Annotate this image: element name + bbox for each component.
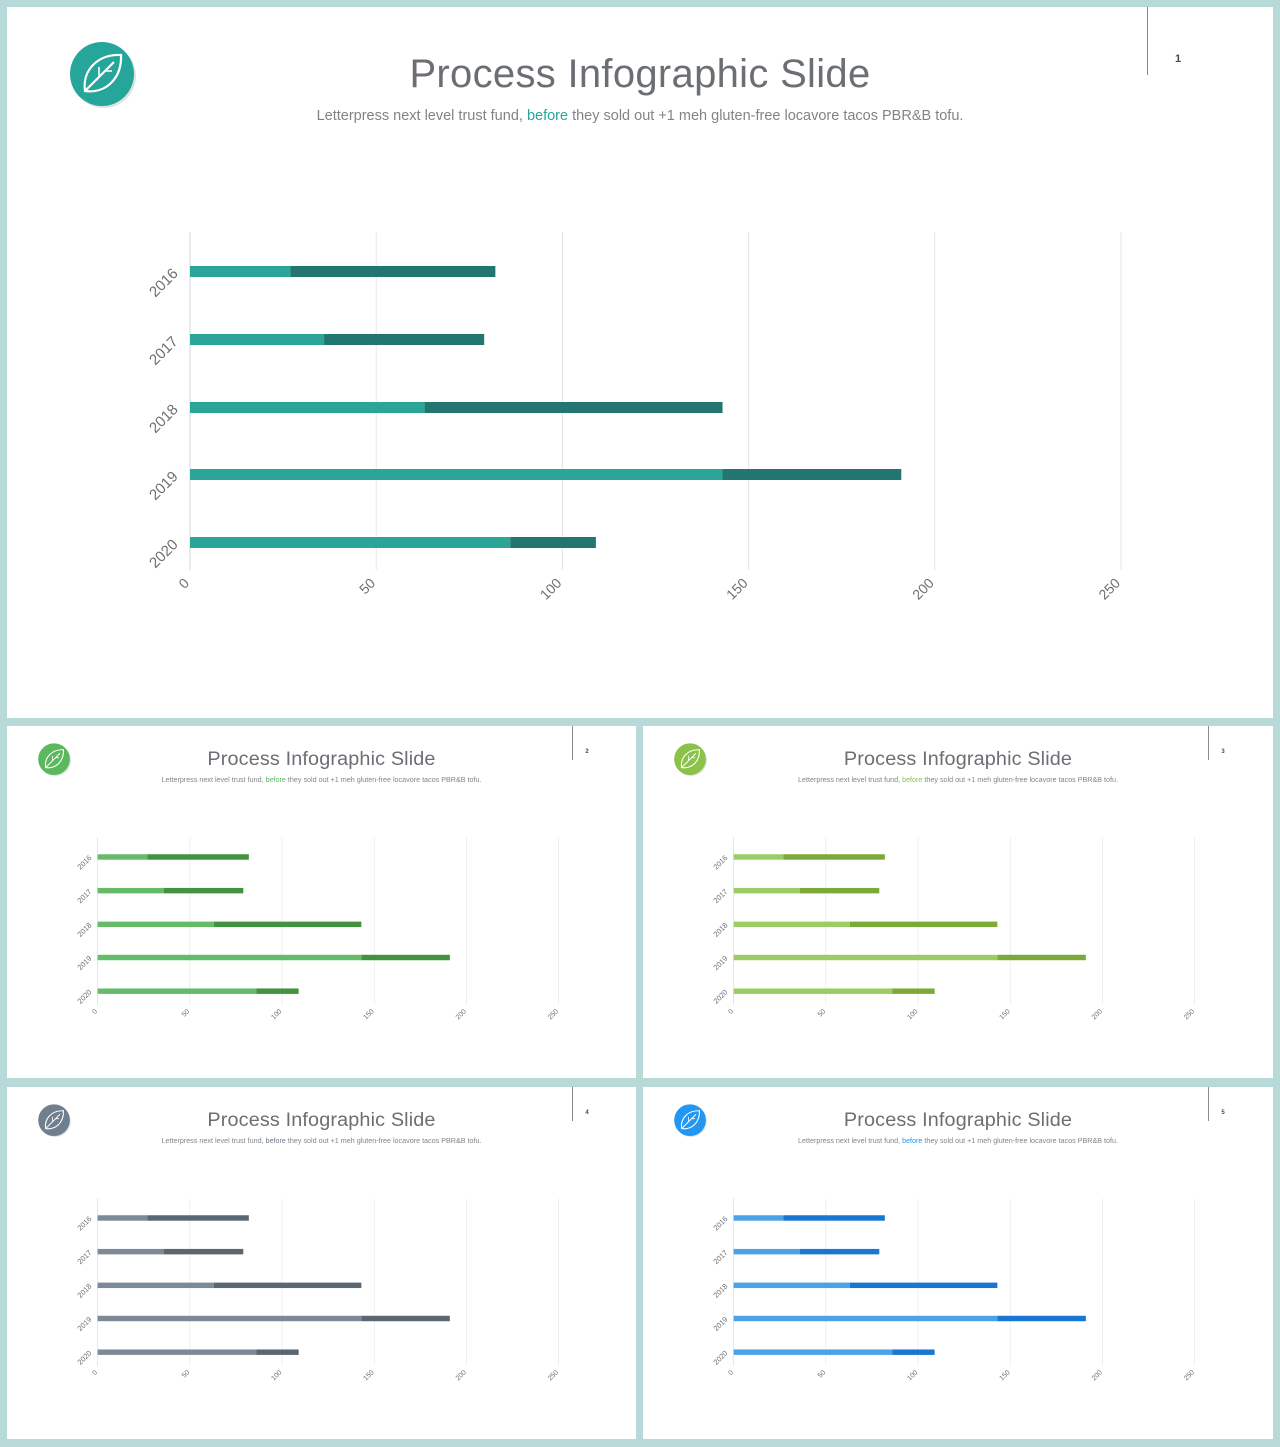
page-divider: [572, 726, 573, 760]
x-tick-label: 0: [727, 1369, 736, 1377]
subtitle-text-start: Letterpress next level trust fund,: [798, 776, 903, 784]
bar-segment-2017-1: [98, 888, 164, 893]
bar-segment-2017-1: [190, 334, 324, 345]
y-category-label: 2017: [711, 887, 730, 906]
slide-3[interactable]: [643, 726, 1273, 1078]
page-number: 4: [585, 1109, 589, 1116]
bar-segment-2017-2: [800, 1249, 879, 1254]
y-category-label: 2019: [711, 953, 730, 972]
y-category-label: 2018: [711, 1281, 730, 1300]
bar-segment-2019-2: [997, 955, 1086, 960]
y-category-label: 2017: [75, 1248, 94, 1267]
bar-segment-2019-2: [997, 1316, 1086, 1321]
y-category-label: 2018: [711, 920, 730, 939]
slide-title: Process Infographic Slide: [843, 1109, 1073, 1132]
x-tick-label: 50: [180, 1008, 192, 1019]
x-tick-label: 250: [1095, 574, 1124, 603]
x-tick-label: 0: [91, 1008, 100, 1016]
x-tick-label: 150: [998, 1008, 1012, 1022]
x-tick-label: 200: [1090, 1008, 1104, 1022]
bar-segment-2019-1: [190, 469, 723, 480]
x-tick-label: 150: [998, 1369, 1012, 1383]
slide-4[interactable]: [7, 1087, 636, 1439]
x-tick-label: 200: [1090, 1369, 1104, 1383]
y-category-label: 2018: [75, 1281, 94, 1300]
bar-segment-2016-2: [147, 1215, 248, 1220]
y-category-label: 2020: [146, 536, 182, 572]
y-category-label: 2020: [711, 1348, 730, 1367]
y-category-label: 2017: [146, 333, 182, 369]
slide-title: Process Infographic Slide: [409, 52, 871, 96]
bar-segment-2020-2: [256, 988, 298, 993]
bar-segment-2016-1: [734, 1215, 784, 1220]
slide-title: Process Infographic Slide: [207, 748, 436, 771]
bar-segment-2016-1: [734, 854, 784, 859]
x-tick-label: 100: [536, 574, 565, 603]
x-tick-label: 50: [180, 1369, 192, 1380]
slide-2[interactable]: [7, 726, 636, 1078]
bar-segment-2019-2: [723, 469, 902, 480]
subtitle-text-start: Letterpress next level trust fund,: [316, 108, 527, 124]
bar-segment-2017-2: [164, 888, 243, 893]
y-category-label: 2019: [75, 953, 94, 972]
y-category-label: 2020: [75, 987, 94, 1006]
slide-subtitle: [7, 1137, 636, 1145]
x-tick-label: 50: [816, 1008, 828, 1019]
subtitle-text-end: they sold out +1 meh gluten-free locavore tacos PBR&B tofu.: [285, 1137, 482, 1145]
bar-segment-2018-1: [734, 1283, 850, 1288]
bar-segment-2019-1: [98, 955, 362, 960]
y-category-label: 2019: [711, 1314, 730, 1333]
subtitle-highlight: before: [526, 108, 569, 124]
y-category-label: 2019: [75, 1314, 94, 1333]
slide-title: Process Infographic Slide: [843, 748, 1073, 771]
y-category-label: 2017: [75, 887, 94, 906]
bar-segment-2020-2: [510, 537, 596, 548]
bar-segment-2017-2: [324, 334, 484, 345]
subtitle-text-end: they sold out +1 meh gluten-free locavore tacos PBR&B tofu.: [568, 108, 964, 124]
slide-1[interactable]: [7, 7, 1273, 718]
y-category-label: 2018: [75, 920, 94, 939]
bar-segment-2017-2: [164, 1249, 243, 1254]
bar-segment-2020-1: [190, 537, 510, 548]
subtitle-highlight: before: [265, 776, 286, 784]
bar-segment-2017-1: [734, 1249, 800, 1254]
x-tick-label: 100: [270, 1008, 284, 1022]
bar-segment-2016-2: [783, 1215, 884, 1220]
bar-segment-2016-2: [147, 854, 248, 859]
x-tick-label: 150: [362, 1369, 376, 1383]
bar-segment-2020-1: [98, 1349, 257, 1354]
y-category-label: 2020: [711, 987, 730, 1006]
page-number: 1: [1175, 53, 1182, 65]
subtitle-text-end: they sold out +1 meh gluten-free locavore tacos PBR&B tofu.: [285, 776, 482, 784]
subtitle-text-end: they sold out +1 meh gluten-free locavore tacos PBR&B tofu.: [922, 776, 1118, 784]
x-tick-label: 0: [175, 574, 193, 592]
y-category-label: 2016: [75, 853, 94, 872]
bar-segment-2019-1: [98, 1316, 362, 1321]
x-tick-label: 250: [546, 1369, 561, 1383]
bar-segment-2016-2: [291, 266, 496, 277]
page-divider: [1147, 7, 1148, 75]
x-tick-label: 250: [1182, 1008, 1197, 1022]
slide-subtitle: [643, 1137, 1273, 1145]
y-category-label: 2017: [711, 1248, 730, 1267]
slide-5[interactable]: [643, 1087, 1273, 1439]
bar-segment-2018-1: [190, 402, 425, 413]
x-tick-label: 100: [906, 1369, 920, 1383]
slide-subtitle: [7, 108, 1273, 124]
bar-segment-2020-1: [734, 988, 893, 993]
page-number: 3: [1221, 748, 1225, 755]
x-tick-label: 100: [270, 1369, 284, 1383]
x-tick-label: 200: [454, 1008, 468, 1022]
slide-subtitle: [7, 776, 636, 784]
x-tick-label: 250: [1182, 1369, 1197, 1383]
bar-segment-2016-1: [98, 1215, 148, 1220]
bar-segment-2018-2: [214, 1283, 362, 1288]
bar-segment-2016-1: [190, 266, 291, 277]
slide-subtitle: [643, 776, 1273, 784]
subtitle-text-start: Letterpress next level trust fund,: [161, 776, 266, 784]
bar-segment-2018-2: [850, 922, 998, 927]
x-tick-label: 150: [722, 574, 751, 603]
bar-segment-2019-2: [361, 1316, 450, 1321]
subtitle-text-end: they sold out +1 meh gluten-free locavore tacos PBR&B tofu.: [922, 1137, 1118, 1145]
x-tick-label: 250: [546, 1008, 561, 1022]
x-tick-label: 50: [355, 574, 379, 598]
x-tick-label: 150: [362, 1008, 376, 1022]
page-number: 5: [1221, 1109, 1225, 1116]
subtitle-highlight: before: [265, 1137, 286, 1145]
bar-segment-2017-2: [800, 888, 879, 893]
x-tick-label: 0: [91, 1369, 100, 1377]
bar-segment-2020-2: [892, 988, 934, 993]
page-divider: [572, 1087, 573, 1121]
bar-segment-2019-1: [734, 1316, 998, 1321]
subtitle-highlight: before: [902, 776, 923, 784]
y-category-label: 2016: [711, 853, 730, 872]
x-tick-label: 0: [727, 1008, 736, 1016]
x-tick-label: 200: [454, 1369, 468, 1383]
bar-segment-2018-1: [98, 1283, 214, 1288]
slide-title: Process Infographic Slide: [207, 1109, 436, 1132]
x-tick-label: 200: [909, 574, 937, 603]
bar-segment-2018-2: [214, 922, 362, 927]
bar-segment-2016-2: [783, 854, 884, 859]
page-number: 2: [585, 748, 589, 755]
y-category-label: 2018: [146, 401, 182, 437]
bar-segment-2019-1: [734, 955, 998, 960]
subtitle-text-start: Letterpress next level trust fund,: [161, 1137, 266, 1145]
bar-segment-2016-1: [98, 854, 148, 859]
bar-segment-2019-2: [361, 955, 450, 960]
page-divider: [1208, 726, 1209, 760]
bar-segment-2018-1: [98, 922, 214, 927]
bar-segment-2017-1: [734, 888, 800, 893]
bar-segment-2017-1: [98, 1249, 164, 1254]
bar-segment-2020-2: [256, 1349, 298, 1354]
y-category-label: 2016: [75, 1214, 94, 1233]
y-category-label: 2016: [146, 265, 182, 301]
bar-segment-2020-1: [734, 1349, 893, 1354]
x-tick-label: 100: [906, 1008, 920, 1022]
y-category-label: 2019: [146, 468, 182, 504]
bar-segment-2018-2: [850, 1283, 998, 1288]
bar-segment-2018-1: [734, 922, 850, 927]
x-tick-label: 50: [816, 1369, 828, 1380]
subtitle-text-start: Letterpress next level trust fund,: [798, 1137, 903, 1145]
subtitle-highlight: before: [902, 1137, 923, 1145]
page-divider: [1208, 1087, 1209, 1121]
y-category-label: 2016: [711, 1214, 730, 1233]
bar-segment-2020-2: [892, 1349, 934, 1354]
bar-segment-2020-1: [98, 988, 257, 993]
y-category-label: 2020: [75, 1348, 94, 1367]
bar-segment-2018-2: [425, 402, 723, 413]
